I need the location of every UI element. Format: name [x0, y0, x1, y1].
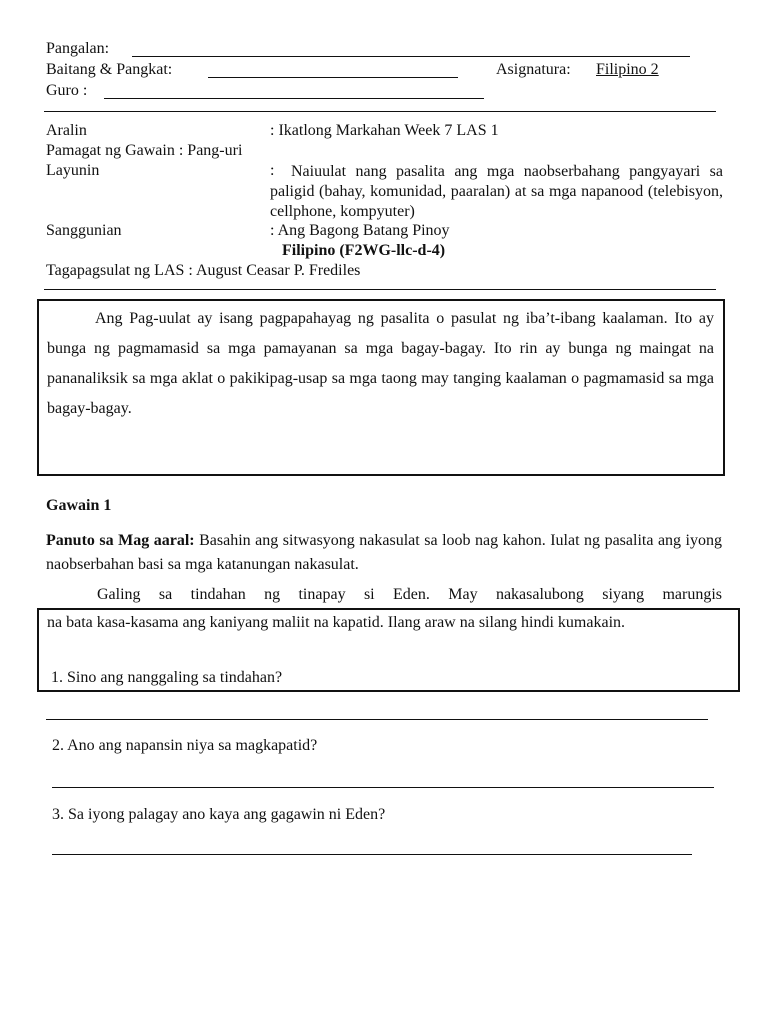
layunin-label: Layunin: [46, 162, 100, 179]
aralin-value: : Ikatlong Markahan Week 7 LAS 1: [270, 122, 499, 139]
teacher-field[interactable]: [104, 98, 484, 99]
question-2: 2. Ano ang napansin niya sa magkapatid?: [52, 737, 318, 754]
layunin-text: Naiuulat nang pasalita ang mga naobserbahang pangyayari sa paligid (bahay, komunidad, paaralan) at sa mga napanood (telebisyon, cellphone, kompyuter): [270, 163, 723, 220]
layunin-colon: :: [270, 162, 275, 179]
header-divider: [44, 111, 716, 112]
sanggunian-code: Filipino (F2WG-llc-d-4): [282, 242, 446, 259]
answer-line-1[interactable]: [46, 719, 708, 720]
grade-field[interactable]: [208, 77, 458, 78]
subject-value: Filipino 2: [596, 61, 659, 78]
info-divider: [44, 289, 716, 290]
instruction-text: Basahin ang sitwasyong nakasulat sa loob nag kahon. Iulat ng pasalita ang iyong naobserbahan basi sa mga katanungan nakasulat.: [46, 532, 722, 573]
intro-paragraph: Ang Pag-uulat ay isang pagpapahayag ng pasalita o pasulat ng iba’t-ibang kaalaman. Ito ay bunga ng pagmamasid sa mga pamayanan sa mga bagay-bagay. Ito rin ay bunga ng maingat na pananaliksik sa mga aklat o pakikipag-usap sa mga taong may tanging kaalaman o pagmamasid sa mga bagay-bagay.: [47, 310, 714, 417]
grade-label: Baitang & Pangkat:: [46, 61, 173, 78]
question-1: 1. Sino ang nanggaling sa tindahan?: [51, 669, 283, 686]
aralin-label: Aralin: [46, 122, 87, 139]
story-text: na bata kasa-kasama ang kaniyang maliit na kapatid. Ilang araw na silang hindi kumakain.: [47, 614, 626, 631]
instruction: [46, 529, 722, 577]
name-label: Pangalan:: [46, 40, 110, 57]
tagapagsulat-line: Tagapagsulat ng LAS : August Ceasar P. Frediles: [46, 262, 361, 279]
story-first-line: Galing sa tindahan ng tinapay si Eden. May nakasalubong siyang marungis: [97, 586, 722, 603]
instruction-label: Panuto sa Mag aaral:: [46, 532, 195, 549]
sanggunian-label: Sanggunian: [46, 222, 122, 239]
activity-title: Gawain 1: [46, 497, 112, 514]
sanggunian-value: : Ang Bagong Batang Pinoy: [270, 222, 450, 239]
question-3: 3. Sa iyong palagay ano kaya ang gagawin ni Eden?: [52, 806, 386, 823]
teacher-label: Guro :: [46, 82, 88, 99]
story-box: [37, 608, 740, 692]
answer-line-2[interactable]: [52, 787, 714, 788]
answer-line-3[interactable]: [52, 854, 692, 855]
subject-label: Asignatura:: [496, 61, 571, 78]
pamagat-line: Pamagat ng Gawain : Pang-uri: [46, 142, 243, 159]
intro-box: [37, 299, 725, 476]
name-field[interactable]: [132, 56, 690, 57]
